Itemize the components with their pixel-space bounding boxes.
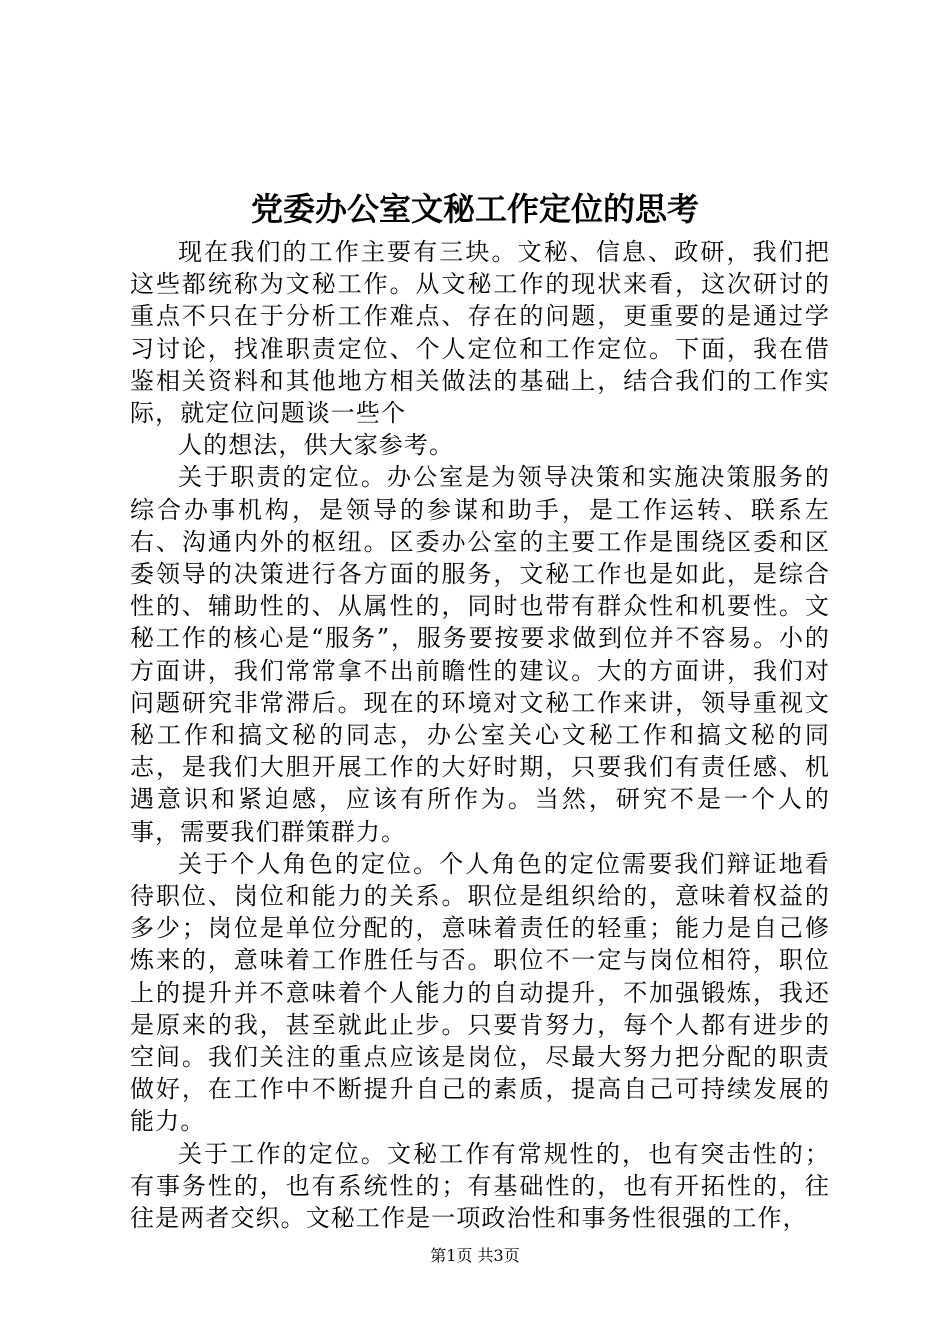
document-body (130, 236, 830, 1234)
paragraph-work-positioning: 关于工作的定位。文秘工作有常规性的，也有突击性的；有事务性的，也有系统性的；有基础性的，也有开拓性的，往往是两者交织。文秘工作是一项政治性和事务性很强的工作， (130, 1139, 830, 1233)
document-title: 党委办公室文秘工作定位的思考 (250, 190, 699, 228)
page-number-footer: 第1页 共3页 (430, 1246, 520, 1265)
paragraph-intro: 现在我们的工作主要有三块。文秘、信息、政研，我们把这些都统称为文秘工作。从文秘工作的现状来看，这次研讨的重点不只在于分析工作难点、存在的问题，更重要的是通过学习讨论，找准职责定位、个人定位和工作定位。下面，我在借鉴相关资料和其他地方相关做法的基础上，结合我们的工作实际，就定位问题谈一些个 (130, 238, 830, 428)
paragraph-intro-continued: 人的想法，供大家参考。 (178, 431, 455, 460)
paragraph-duty-positioning: 关于职责的定位。办公室是为领导决策和实施决策服务的综合办事机构，是领导的参谋和助手，是工作运转、联系左右、沟通内外的枢纽。区委办公室的主要工作是围绕区委和区委领导的决策进行各方面的服务，文秘工作也是如此，是综合性的、辅助性的、从属性的，同时也带有群众性和机要性。文秘工作的核心是“服务”，服务要按要求做到位并不容易。小的方面讲，我们常常拿不出前瞻性的建议。大的方面讲，我们对问题研究非常滞后。现在的环境对文秘工作来讲，领导重视文秘工作和搞文秘的同志，办公室关心文秘工作和搞文秘的同志，是我们大胆开展工作的大好时期，只要我们有责任感、机遇意识和紧迫感，应该有所作为。当然，研究不是一个人的事，需要我们群策群力。 (130, 463, 830, 846)
paragraph-personal-role-positioning: 关于个人角色的定位。个人角色的定位需要我们辩证地看待职位、岗位和能力的关系。职位是组织给的，意味着权益的多少；岗位是单位分配的，意味着责任的轻重；能力是自己修炼来的，意味着工作胜任与否。职位不一定与岗位相符，职位上的提升并不意味着个人能力的自动提升，不加强锻炼，我还是原来的我，甚至就此止步。只要肯努力，每个人都有进步的空间。我们关注的重点应该是岗位，尽最大努力把分配的职责做好，在工作中不断提升自己的素质，提高自己可持续发展的能力。 (130, 849, 830, 1136)
